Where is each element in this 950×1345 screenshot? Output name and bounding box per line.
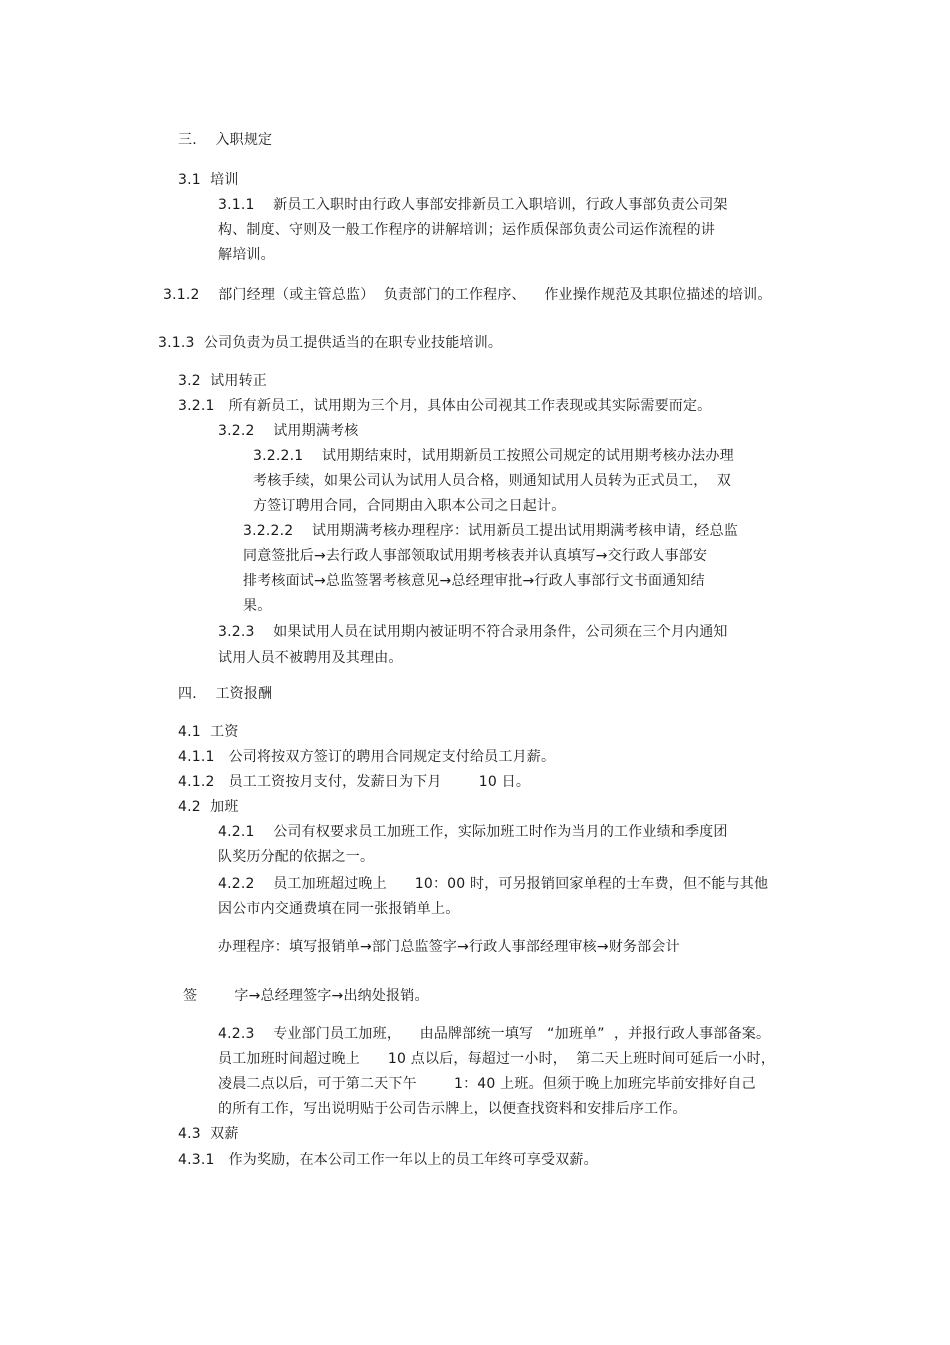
paragraph-line: 3.2.1 所有新员工，试用期为三个月，具体由公司视其工作表现或其实际需要而定。	[178, 398, 712, 414]
paragraph-line: 的所有工作，写出说明贴于公司告示牌上，以便查找资料和安排后序工作。	[218, 1101, 687, 1117]
paragraph-line: 4.2.1 公司有权要求员工加班工作，实际加班工时作为当月的工作业绩和季度团	[218, 824, 728, 840]
paragraph-line: 凌晨二点以后，可于第二天下午 1：40 上班。但须于晚上加班完毕前安排好自己	[218, 1076, 756, 1092]
paragraph-line: 队奖历分配的依据之一。	[218, 849, 375, 865]
paragraph-line: 因公市内交通费填在同一张报销单上。	[218, 901, 460, 917]
subsection-heading-3-2: 3.2 试用转正	[178, 373, 267, 389]
subsubsection-heading-3-2-2: 3.2.2 试用期满考核	[218, 423, 359, 439]
paragraph-line: 方签订聘用合同，合同期由入职本公司之日起计。	[253, 498, 566, 514]
paragraph-line: 3.2.3 如果试用人员在试用期内被证明不符合录用条件，公司须在三个月内通知	[218, 624, 728, 640]
paragraph-line: 4.2.2 员工加班超过晚上 10：00 时，可另报销回家单程的士车费，但不能与其他	[218, 876, 769, 892]
paragraph-line: 4.1.2 员工工资按月支付，发薪日为下月 10 日。	[178, 774, 531, 790]
paragraph-line: 考核手续，如果公司认为试用人员合格，则通知试用人员转为正式员工， 双	[253, 473, 731, 489]
paragraph-line: 3.1.1 新员工入职时由行政人事部安排新员工入职培训，行政人事部负责公司架	[218, 197, 728, 213]
paragraph-line: 签 字→总经理签字→出纳处报销。	[183, 988, 429, 1004]
paragraph-line: 构、制度、守则及一般工作程序的讲解培训；运作质保部负责公司运作流程的讲	[218, 222, 715, 238]
paragraph-line: 排考核面试→总监签署考核意见→总经理审批→行政人事部行文书面通知结	[243, 573, 705, 589]
paragraph-line: 解培训。	[218, 247, 275, 263]
section-heading-3: 三. 入职规定	[178, 132, 273, 148]
paragraph-line: 3.1.2 部门经理（或主管总监） 负责部门的工作程序、 作业操作规范及其职位描述的培训。	[163, 287, 772, 303]
paragraph-line: 试用人员不被聘用及其理由。	[218, 650, 403, 666]
paragraph-line: 3.1.3 公司负责为员工提供适当的在职专业技能培训。	[158, 335, 503, 351]
paragraph-line: 办理程序：填写报销单→部门总监签字→行政人事部经理审核→财务部会计	[218, 939, 680, 955]
paragraph-line: 4.2.3 专业部门员工加班， 由品牌部统一填写 “加班单” ，并报行政人事部备案。	[218, 1026, 771, 1042]
section-heading-4: 四. 工资报酬	[178, 686, 273, 702]
paragraph-line: 4.1.1 公司将按双方签订的聘用合同规定支付给员工月薪。	[178, 749, 556, 765]
paragraph-line: 4.3.1 作为奖励，在本公司工作一年以上的员工年终可享受双薪。	[178, 1152, 598, 1168]
paragraph-line: 3.2.2.1 试用期结束时，试用期新员工按照公司规定的试用期考核办法办理	[253, 448, 734, 464]
paragraph-line: 果。	[243, 598, 272, 614]
subsection-heading-4-2: 4.2 加班	[178, 799, 239, 815]
paragraph-line: 3.2.2.2 试用期满考核办理程序：试用新员工提出试用期满考核申请，经总监	[243, 523, 738, 539]
paragraph-line: 员工加班时间超过晚上 10 点以后，每超过一小时， 第二天上班时间可延后一小时，	[218, 1051, 776, 1067]
paragraph-line: 同意签批后→去行政人事部领取试用期考核表并认真填写→交行政人事部安	[243, 548, 708, 564]
subsection-heading-3-1: 3.1 培训	[178, 172, 239, 188]
subsection-heading-4-3: 4.3 双薪	[178, 1126, 239, 1142]
subsection-heading-4-1: 4.1 工资	[178, 724, 239, 740]
